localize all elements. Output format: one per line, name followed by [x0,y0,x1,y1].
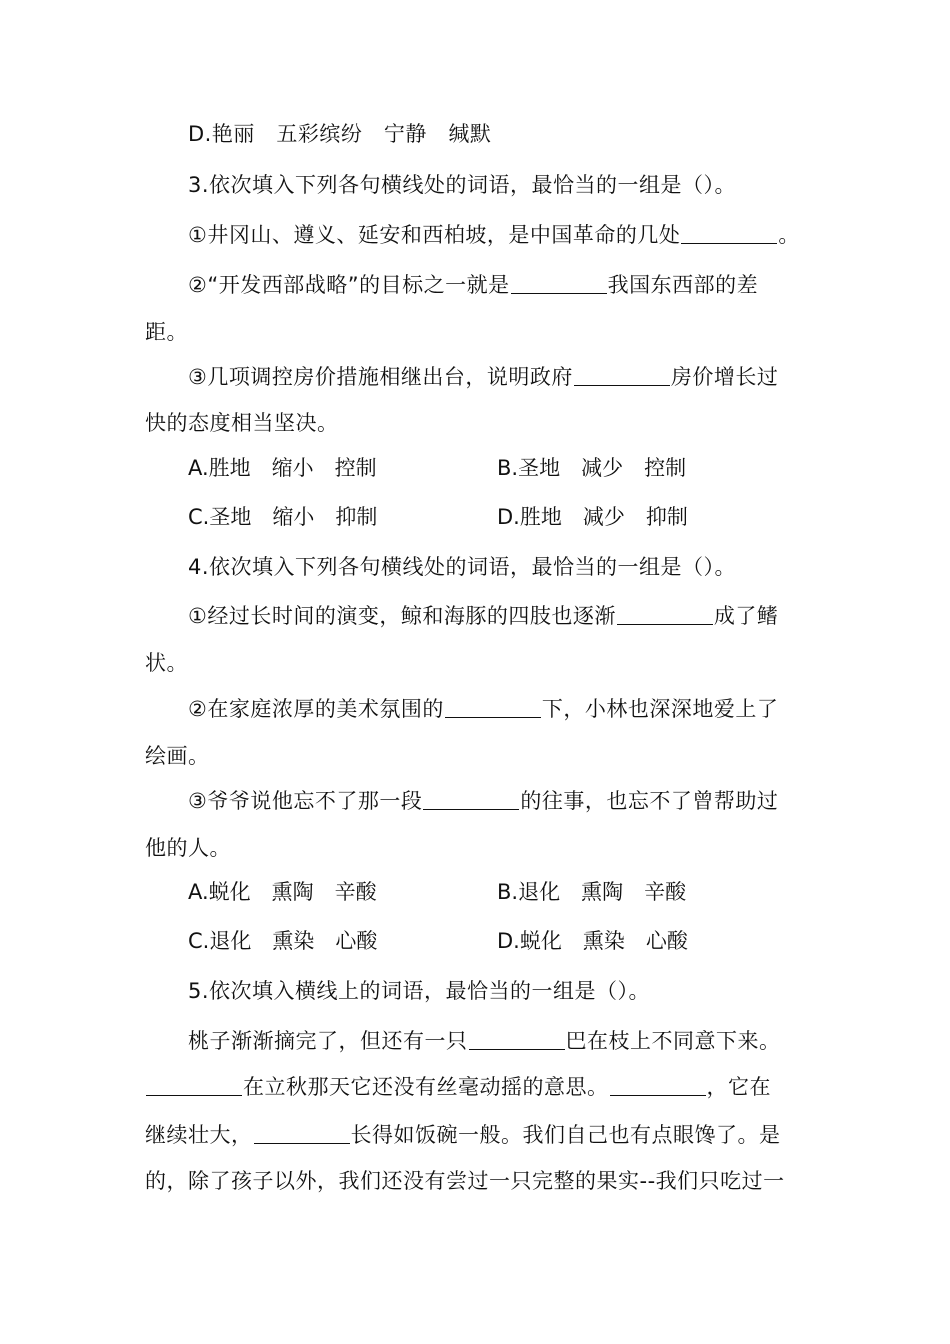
q3-s3-end: 房价增长过 [670,365,779,389]
q4-stem: 4.依次填入下列各句横线处的词语，最恰当的一组是（）。 [188,555,737,579]
q4-s3-end: 的往事，也忘不了曾帮助过 [520,789,779,813]
q3-s2-end: 我国东西部的差 [607,273,759,297]
q3-option-a[interactable]: A.胜地 缩小 控制 [188,456,377,480]
q4-sentence-2-cont: 绘画。 [145,744,210,768]
q4-s1-text: ①经过长时间的演变，鲸和海豚的四肢也逐渐 [188,604,616,628]
q3-sentence-3-cont: 快的态度相当坚决。 [145,411,339,435]
q3-sentence-2 [188,270,858,300]
answer-blank[interactable] [574,363,670,386]
q4-sentence-1-cont: 状。 [145,651,188,675]
q5-passage-line-1 [188,1026,858,1056]
q3-sentence-3 [188,362,858,392]
q4-s2-end: 下，小林也深深地爱上了 [541,697,779,721]
q4-option-d[interactable]: D.蜕化 熏染 心酸 [497,929,688,953]
q5-p3-end: 长得如饭碗一般。我们自己也有点眼馋了。是 [350,1123,781,1147]
answer-blank[interactable] [254,1121,350,1144]
answer-blank[interactable] [610,1073,706,1096]
q5-p2-end: ，它在 [706,1075,771,1099]
q3-sentence-1 [188,220,858,250]
q4-s3-text: ③爷爷说他忘不了那一段 [188,789,423,813]
answer-blank[interactable] [423,787,519,810]
q4-s1-end: 成了鳍 [713,604,779,628]
q5-p3-text: 继续壮大， [145,1123,253,1147]
q3-stem: 3.依次填入下列各句横线处的词语，最恰当的一组是（）。 [188,173,737,197]
q3-s2-text: ②“开发西部战略”的目标之一就是 [188,273,510,297]
q5-p1-end: 巴在枝上不同意下来。 [565,1029,781,1053]
q3-s3-text: ③几项调控房价措施相继出台，说明政府 [188,365,573,389]
q5-passage-line-2 [145,1072,815,1102]
q4-option-b[interactable]: B.退化 熏陶 辛酸 [497,880,687,904]
q4-sentence-3 [188,786,858,816]
q3-option-d[interactable]: D.胜地 减少 抑制 [497,505,688,529]
q4-option-a[interactable]: A.蜕化 熏陶 辛酸 [188,880,377,904]
q4-sentence-3-cont: 他的人。 [145,836,231,860]
q4-sentence-1 [188,601,858,631]
q3-option-c[interactable]: C.圣地 缩小 抑制 [188,505,378,529]
q5-p1-text: 桃子渐渐摘完了，但还有一只 [188,1029,468,1053]
q5-stem: 5.依次填入横线上的词语，最恰当的一组是（）。 [188,979,651,1003]
answer-blank[interactable] [469,1027,565,1050]
q3-s1-text: ①井冈山、遵义、延安和西柏坡，是中国革命的几处 [188,223,681,247]
q4-s2-text: ②在家庭浓厚的美术氛围的 [188,697,444,721]
q3-sentence-2-cont: 距。 [145,320,188,344]
answer-blank[interactable] [511,271,607,294]
answer-blank[interactable] [445,695,541,718]
q3-s1-end: 。 [778,223,800,247]
q4-option-c[interactable]: C.退化 熏染 心酸 [188,929,378,953]
q4-sentence-2 [188,694,858,724]
q2-option-d: D.艳丽 五彩缤纷 宁静 缄默 [188,122,492,146]
answer-blank[interactable] [617,602,713,625]
q5-passage-line-4: 的，除了孩子以外，我们还没有尝过一只完整的果实--我们只吃过一 [145,1169,785,1193]
q3-option-b[interactable]: B.圣地 减少 控制 [497,456,687,480]
q5-p2-text: 在立秋那天它还没有丝毫动摇的意思。 [243,1075,609,1099]
answer-blank[interactable] [681,221,777,244]
q5-passage-line-3 [145,1120,815,1150]
answer-blank[interactable] [146,1073,242,1096]
